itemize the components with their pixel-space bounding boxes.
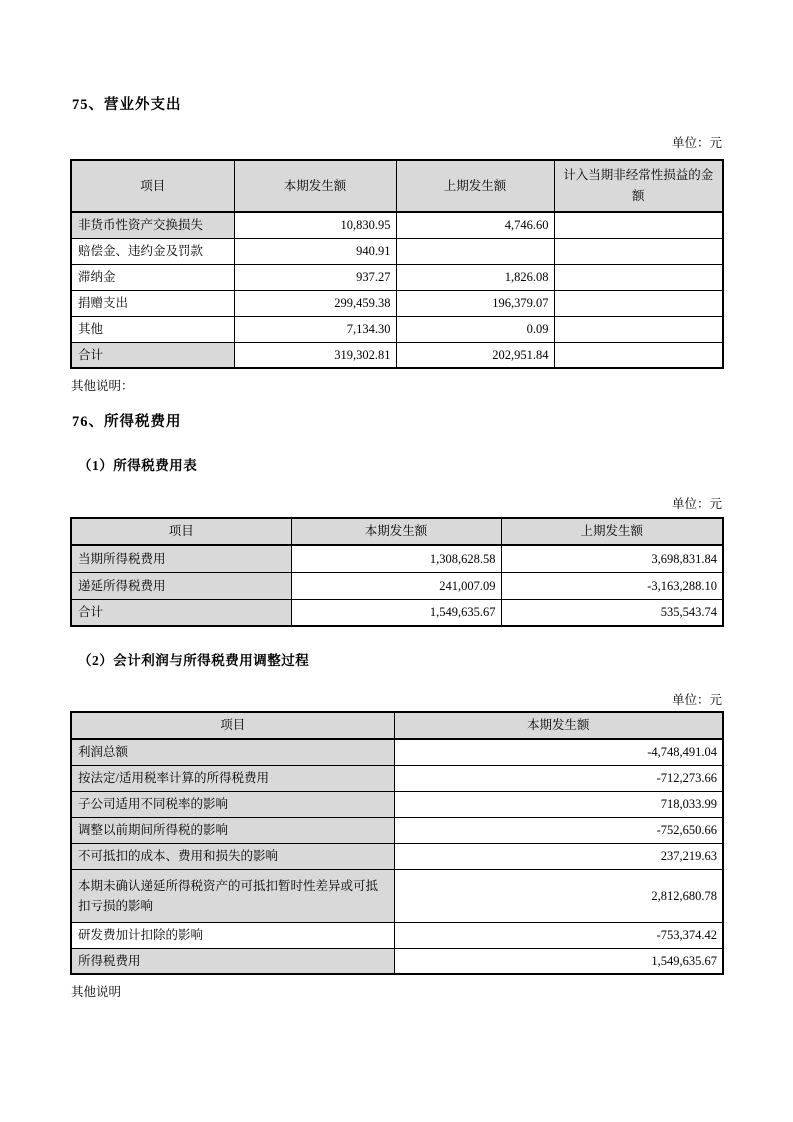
header-cell-prior: 上期发生额 — [396, 160, 554, 212]
table-row-total — [71, 599, 723, 626]
table-row — [71, 545, 723, 572]
header-cell-current: 本期发生额 — [234, 160, 396, 212]
item-cell: 赔偿金、违约金及罚款 — [71, 238, 234, 264]
value-cell — [554, 342, 723, 368]
unit-label-1: 单位：元 — [671, 136, 722, 150]
table-row — [71, 765, 723, 791]
value-cell: 1,826.08 — [396, 264, 554, 290]
non-operating-expenses-table — [70, 159, 724, 369]
table-row-total — [71, 948, 723, 974]
item-cell: 所得税费用 — [71, 948, 394, 974]
value-cell: 3,698,831.84 — [501, 545, 723, 572]
header-cell-prior: 上期发生额 — [501, 518, 723, 545]
table-row — [71, 238, 723, 264]
header-cell-item: 项目 — [71, 518, 291, 545]
item-cell: 递延所得税费用 — [71, 572, 291, 599]
item-cell: 子公司适用不同税率的影响 — [71, 791, 394, 817]
other-notes-label-1: 其他说明： — [71, 379, 134, 393]
item-cell: 非货币性资产交换损失 — [71, 212, 234, 238]
value-cell: 718,033.99 — [394, 791, 723, 817]
unit-label-3: 单位：元 — [671, 693, 722, 707]
value-cell — [396, 238, 554, 264]
income-tax-expense-table — [70, 517, 724, 627]
value-cell: -3,163,288.10 — [501, 572, 723, 599]
table-row — [71, 572, 723, 599]
value-cell: 1,308,628.58 — [291, 545, 501, 572]
table-row — [71, 212, 723, 238]
section-76-title: 76、所得税费用 — [72, 414, 182, 430]
item-cell: 利润总额 — [71, 739, 394, 765]
subsection-2-title: （2）会计利润与所得税费用调整过程 — [78, 653, 310, 668]
table-row — [71, 739, 723, 765]
table-row — [71, 791, 723, 817]
value-cell: 196,379.07 — [396, 290, 554, 316]
item-cell: 滞纳金 — [71, 264, 234, 290]
value-cell: 0.09 — [396, 316, 554, 342]
table-row — [71, 316, 723, 342]
item-cell: 其他 — [71, 316, 234, 342]
header-cell-item: 项目 — [71, 712, 394, 739]
value-cell: 535,543.74 — [501, 599, 723, 626]
item-cell: 调整以前期间所得税的影响 — [71, 817, 394, 843]
value-cell: 10,830.95 — [234, 212, 396, 238]
table-row — [71, 264, 723, 290]
value-cell: 4,746.60 — [396, 212, 554, 238]
value-cell — [554, 316, 723, 342]
table-header-row — [71, 518, 723, 545]
table-row — [71, 922, 723, 948]
item-cell: 研发费加计扣除的影响 — [71, 922, 394, 948]
value-cell: 940.91 — [234, 238, 396, 264]
value-cell: 7,134.30 — [234, 316, 396, 342]
item-cell: 本期未确认递延所得税资产的可抵扣暂时性差异或可抵扣亏损的影响 — [71, 869, 394, 922]
header-cell-current: 本期发生额 — [291, 518, 501, 545]
value-cell — [554, 212, 723, 238]
table-row — [71, 869, 723, 922]
item-cell: 按法定/适用税率计算的所得税费用 — [71, 765, 394, 791]
value-cell: 2,812,680.78 — [394, 869, 723, 922]
header-cell-item: 项目 — [71, 160, 234, 212]
value-cell: -752,650.66 — [394, 817, 723, 843]
item-cell: 合计 — [71, 599, 291, 626]
value-cell — [554, 238, 723, 264]
item-cell: 不可抵扣的成本、费用和损失的影响 — [71, 843, 394, 869]
header-cell-current: 本期发生额 — [394, 712, 723, 739]
table-header-row — [71, 160, 723, 212]
value-cell: 237,219.63 — [394, 843, 723, 869]
item-cell: 合计 — [71, 342, 234, 368]
value-cell — [554, 264, 723, 290]
item-cell: 捐赠支出 — [71, 290, 234, 316]
value-cell: 1,549,635.67 — [291, 599, 501, 626]
value-cell: 202,951.84 — [396, 342, 554, 368]
unit-label-2: 单位：元 — [671, 497, 722, 511]
subsection-1-title: （1）所得税费用表 — [78, 458, 198, 473]
value-cell — [554, 290, 723, 316]
table-row — [71, 817, 723, 843]
value-cell: 319,302.81 — [234, 342, 396, 368]
value-cell: 241,007.09 — [291, 572, 501, 599]
header-cell-non-recurring: 计入当期非经常性损益的金额 — [554, 160, 723, 212]
value-cell: 937.27 — [234, 264, 396, 290]
value-cell: 1,549,635.67 — [394, 948, 723, 974]
table-row-total — [71, 342, 723, 368]
table-header-row — [71, 712, 723, 739]
table-row — [71, 290, 723, 316]
section-75-title: 75、营业外支出 — [72, 97, 182, 113]
value-cell: 299,459.38 — [234, 290, 396, 316]
value-cell: -753,374.42 — [394, 922, 723, 948]
other-notes-label-2: 其他说明 — [71, 985, 122, 999]
tax-reconciliation-table — [70, 711, 724, 975]
item-cell: 当期所得税费用 — [71, 545, 291, 572]
value-cell: -712,273.66 — [394, 765, 723, 791]
table-row — [71, 843, 723, 869]
value-cell: -4,748,491.04 — [394, 739, 723, 765]
